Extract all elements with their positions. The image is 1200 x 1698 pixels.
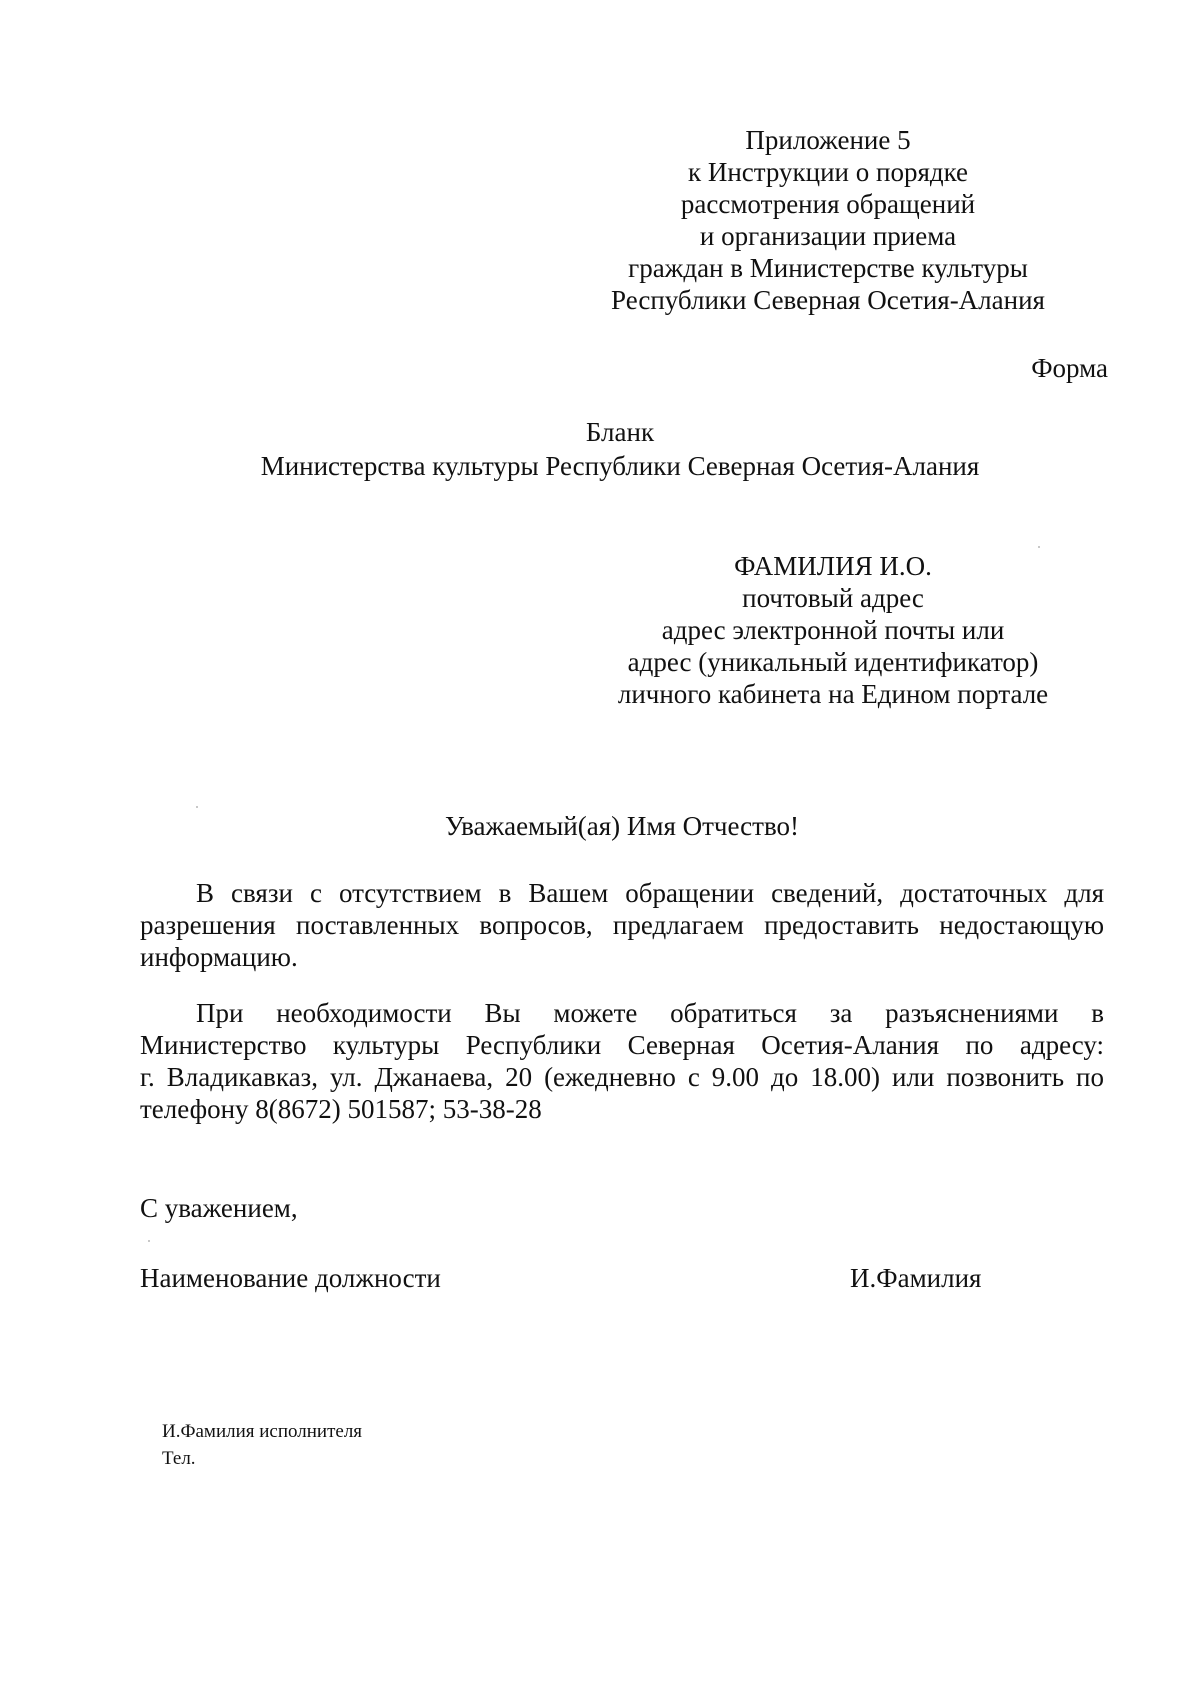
recipient-name: ФАМИЛИЯ И.О. <box>734 551 932 581</box>
greeting: Уважаемый(ая) Имя Отчество! <box>444 811 800 841</box>
letterhead-title: Бланк <box>585 417 655 447</box>
recipient-portal: личного кабинета на Едином портале <box>617 679 1049 709</box>
scan-speck <box>196 806 198 808</box>
paragraph-line: Министерство культуры Республики Северная Осетия-Алания по адресу: <box>140 1030 1104 1060</box>
appendix-title: Приложение 5 <box>745 125 911 155</box>
appendix-line: рассмотрения обращений <box>680 189 976 219</box>
closing: С уважением, <box>140 1193 298 1223</box>
appendix-line: и организации приема <box>699 221 957 251</box>
appendix-line: Республики Северная Осетия-Алания <box>611 285 1045 315</box>
scan-speck <box>1038 546 1040 548</box>
recipient-email: адрес электронной почты или <box>661 615 1005 645</box>
scan-speck <box>148 1240 150 1242</box>
form-label: Форма <box>1031 353 1108 383</box>
letterhead-ministry: Министерства культуры Республики Северная Осетия-Алания <box>260 451 980 481</box>
paragraph-line: информацию. <box>140 942 298 972</box>
executor-name: И.Фамилия исполнителя <box>162 1421 363 1442</box>
signature-position: Наименование должности <box>140 1263 441 1293</box>
paragraph-line: В связи с отсутствием в Вашем обращении сведений, достаточных для <box>196 878 1104 908</box>
executor-phone: Тел. <box>162 1448 196 1469</box>
appendix-line: граждан в Министерстве культуры <box>628 253 1028 283</box>
paragraph-line: При необходимости Вы можете обратиться за разъяснениями в <box>196 998 1104 1028</box>
paragraph-line: разрешения поставленных вопросов, предлагаем предоставить недостающую <box>140 910 1104 940</box>
paragraph-line: г. Владикавказ, ул. Джанаева, 20 (ежедневно с 9.00 до 18.00) или позвонить по <box>140 1062 1104 1092</box>
appendix-line: к Инструкции о порядке <box>687 157 969 187</box>
paragraph-line: телефону 8(8672) 501587; 53-38-28 <box>140 1094 542 1124</box>
recipient-postal-address: почтовый адрес <box>742 583 924 613</box>
recipient-identifier: адрес (уникальный идентификатор) <box>627 647 1039 677</box>
signature-name: И.Фамилия <box>850 1263 982 1293</box>
